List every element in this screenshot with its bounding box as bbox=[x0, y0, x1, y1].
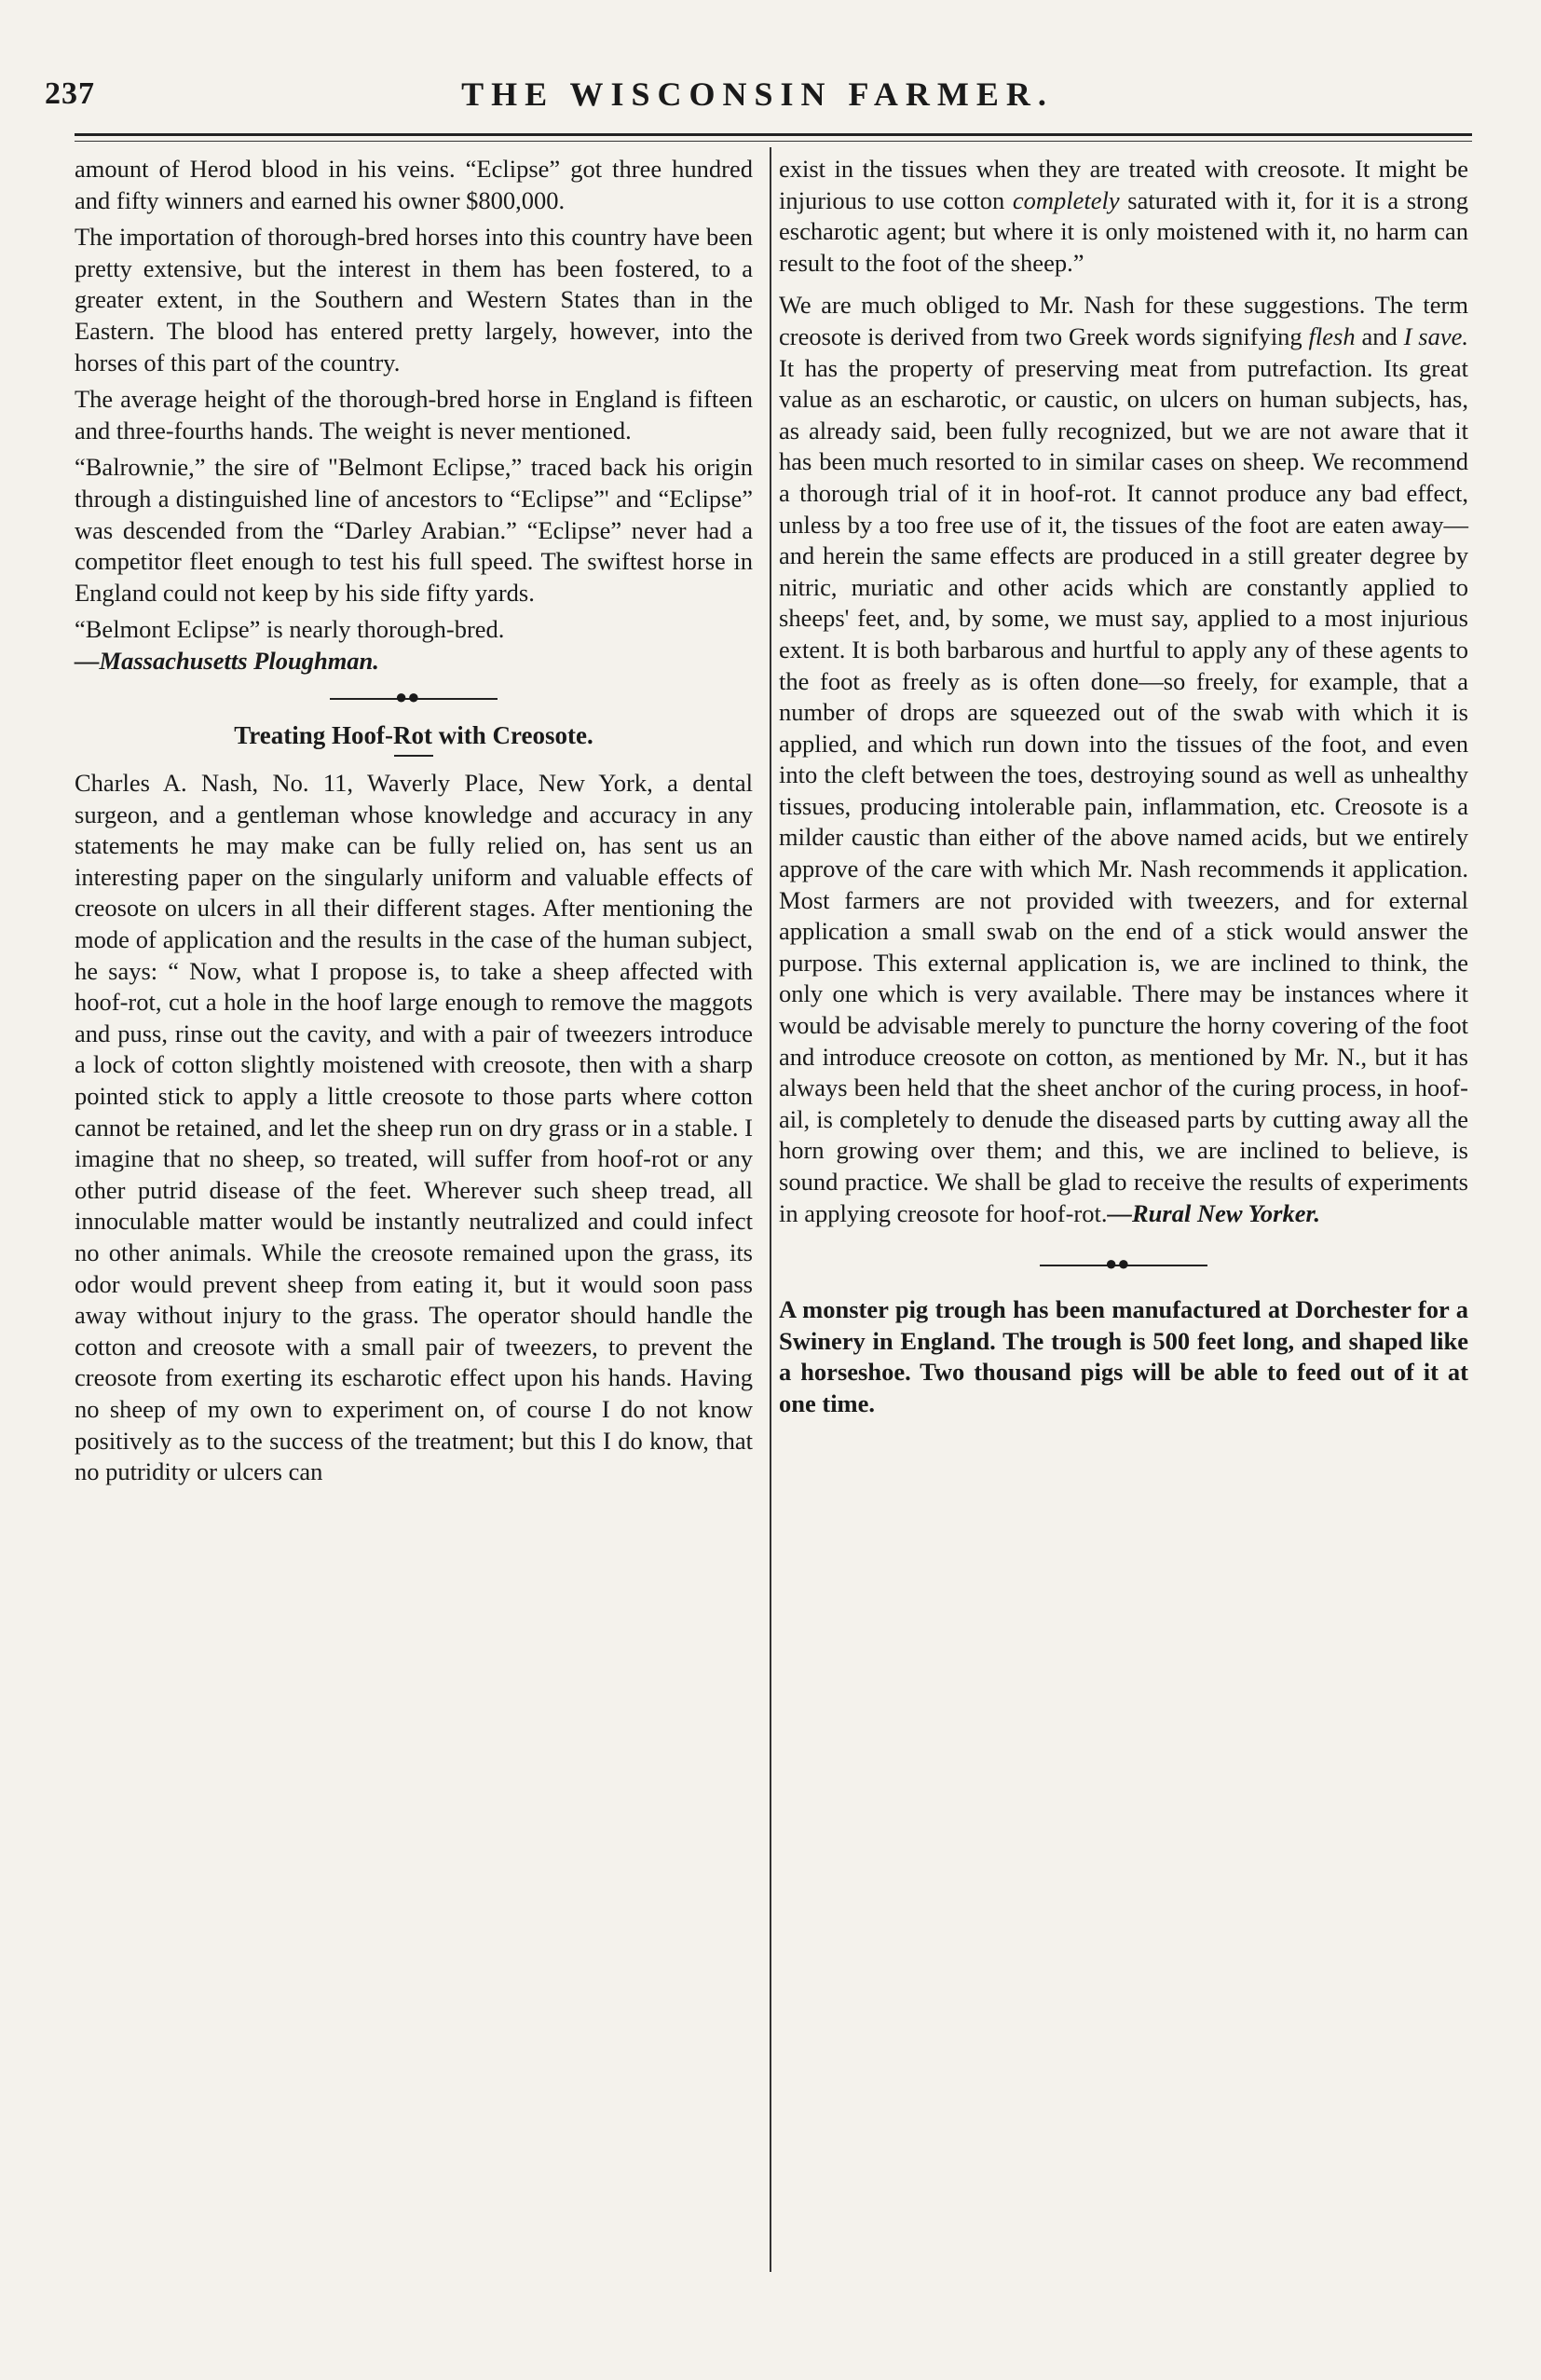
paragraph: The average height of the thorough-bred horse in England is fifteen and three-fourths hands. The weight is never mentioned. bbox=[75, 385, 753, 445]
header-rule-thin bbox=[75, 141, 1472, 142]
italic-text: completely bbox=[1012, 185, 1120, 214]
page-number: 237 bbox=[45, 76, 95, 111]
paragraph: The importation of thorough-bred horses into this country have been pretty extensive, but the interest in them has been fostered, to a greater extent, in the Southern and Western States than in the Eastern. The blood has entered pretty largely, however, into the horses of this part of the country. bbox=[75, 223, 753, 376]
text-run: and bbox=[1355, 321, 1404, 350]
paragraph: “Balrownie,” the sire of "Belmont Eclipse,” traced back his origin through a distinguished line of ancestors to “Eclipse”' and “Eclipse” was descended from the “Darley Arabian.” “Eclipse” never had a competitor fleet enough to test his full speed. The swiftest horse in England could not keep by his side fifty yards. bbox=[75, 453, 753, 607]
section-separator: ●● bbox=[75, 683, 753, 715]
paragraph bbox=[779, 290, 1468, 1229]
section-heading: Treating Hoof-Rot with Creosote. bbox=[234, 720, 593, 749]
header-rule-thick bbox=[75, 133, 1472, 136]
paragraph: Charles A. Nash, No. 11, Waverly Place, New York, a dental surgeon, and a gentleman whose knowledge and accuracy in any statements he may make can be fully relied on, has sent us an interesting paper on the singularly uniform and valuable effects of creosote on ulcers in all their different stages. After mentioning the mode of application and the results in the case of the human subject, he says: “ Now, what I propose is, to take a sheep affected with hoof-rot, cut a hole in the hoof large enough to remove the maggots and puss, rinse out the cavity, and with a pair of tweezers introduce a lock of cotton slightly moistened with creosote, then with a sharp pointed stick to apply a little creosote to those parts where cotton cannot be retained, and let the sheep run on dry grass or in a stable. I imagine that no sheep, so treated, will suffer from hoof-rot or any other putrid disease of the feet. Wherever such sheep tread, all innoculable matter would be instantly neutralized and could infect no other animals. While the creosote remained upon the grass, its odor would prevent sheep from eating it, but it would soon pass away without injury to the grass. The operator should handle the cotton and creosote with a small pair of tweezers, to prevent the creosote from exerting its escharotic effect upon his hands. Having no sheep of my own to experiment on, of course I do not know positively as to the success of the treatment; but this I do know, that no putridity or ulcers can bbox=[75, 769, 753, 1486]
section-separator: ●● bbox=[779, 1250, 1468, 1281]
text-run: saturated with it, for it is a strong escharotic agent; but where it is only moistened with it, no harm can result to the foot of the sheep.” bbox=[779, 185, 1468, 277]
italic-text: I save. bbox=[1403, 321, 1468, 350]
paragraph bbox=[779, 154, 1468, 279]
heading-rule bbox=[394, 755, 433, 757]
paragraph: amount of Herod blood in his veins. “Eclipse” got three hundred and fifty winners and earned his owner $800,000. bbox=[75, 155, 753, 214]
page-header bbox=[45, 65, 1470, 125]
right-column bbox=[779, 154, 1468, 1426]
text-run: We are much obliged to Mr. Nash for these suggestions. The term creosote is derived from two Greek words signifying bbox=[779, 291, 1468, 350]
running-title: THE WISCONSIN FARMER. bbox=[461, 75, 1054, 113]
paragraph: A monster pig trough has been manufactured at Dorchester for a Swinery in England. The trough is 500 feet long, and shaped like a horseshoe. Two thousand pigs will be able to feed out of it at one time. bbox=[779, 1295, 1468, 1417]
italic-text: flesh bbox=[1308, 321, 1356, 350]
text-run: It has the property of preserving meat from putrefaction. Its great value as an escharotic, or caustic, on ulcers on human subjects, has, as already said, been fully recognized, but we are not aware that it has been much resorted to in similar cases on sheep. We recommend a thorough trial of it in hoof-rot. It cannot produce any bad effect, unless by a too free use of it, the tissues of the foot are eaten away—and herein the same effects are produced in a still greater degree by nitric, muriatic and other acids which are constantly applied to sheeps' feet, and, by some, we must say, applied to a most injurious extent. It is both barbarous and hurtful to apply any of these agents to the foot as freely as is often done—so freely, for example, that a number of drops are squeezed out of the swab with which it is applied, and which run down into the tissues of the foot, and even into the cleft between the toes, destroying sound as well as unhealthy tissues, producing intolerable pain, inflammation, etc. Creosote is a milder caustic than either of the above named acids, but we entirely approve of the care with which Mr. Nash recommends it application. Most farmers are not provided with tweezers, and for external application a small swab on the end of a stick would answer the purpose. This external application is, we are inclined to think, the only one which is very available. There may be instances where it would be advisable merely to puncture the horny covering of the foot and introduce creosote on cotton, as mentioned by Mr. N., but it has always been held that the sheet anchor of the curing process, in hoof-ail, is completely to denude the diseased parts by cutting away all the horn growing over them; and this, we are inclined to believe, is sound practice. We shall be glad to receive the results of experiments in applying creosote for hoof-rot. bbox=[779, 353, 1468, 1227]
text-run: exist in the tissues when they are treated with creosote. It might be injurious to use cotton bbox=[779, 155, 1468, 214]
attribution: —Rural New Yorker. bbox=[1107, 1198, 1320, 1227]
left-column bbox=[75, 154, 753, 1494]
attribution: —Massachusetts Ploughman. bbox=[75, 646, 379, 675]
column-divider bbox=[770, 147, 771, 2272]
paragraph: “Belmont Eclipse” is nearly thorough-bred. bbox=[75, 615, 505, 644]
